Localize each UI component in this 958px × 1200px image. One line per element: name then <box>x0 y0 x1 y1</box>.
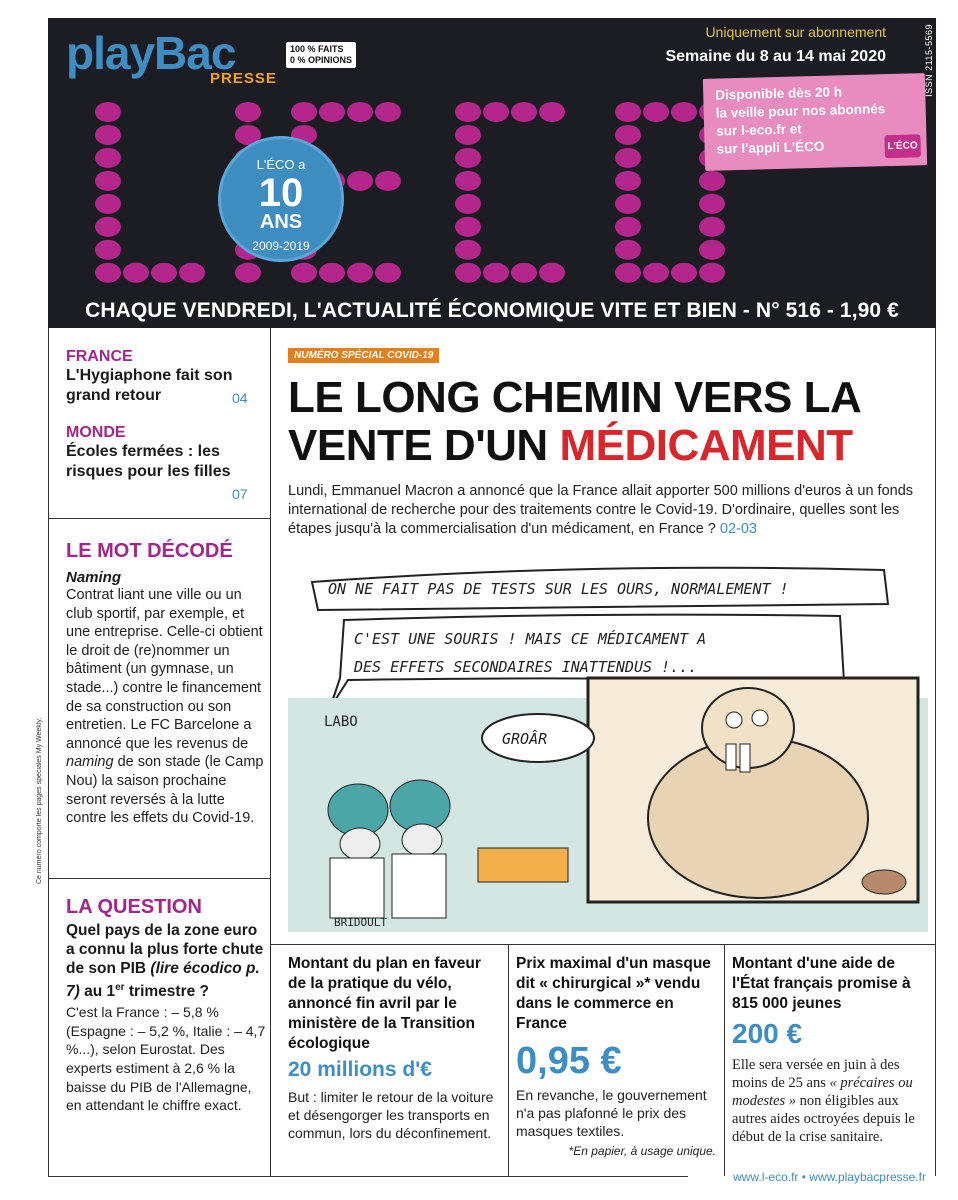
title-dot <box>347 263 373 283</box>
promo-line2: la veille pour nos abonnés <box>715 101 886 121</box>
title-dot <box>671 102 697 122</box>
faits-line1: 100 % FAITS <box>290 44 344 54</box>
cartoon-illustration <box>288 548 928 932</box>
stat-box-masque <box>516 944 716 1176</box>
title-dot <box>455 194 481 214</box>
title-dot <box>179 263 205 283</box>
title-dot <box>95 171 121 191</box>
title-dot <box>95 217 121 237</box>
divider <box>48 1176 688 1177</box>
page-ref[interactable]: 02-03 <box>719 521 757 537</box>
mot-term: Naming <box>66 569 122 586</box>
title-dot <box>95 102 121 122</box>
title-dot <box>319 263 345 283</box>
box-heading: Montant du plan en faveur de la pratique du vélo, annoncé fin avril par le ministère de la Transition écologique <box>288 955 481 1052</box>
title-dot <box>615 194 641 214</box>
issn: ISSN 2115-5569 <box>924 24 934 97</box>
box-heading: Montant d'une aide de l'État français promise à 815 000 jeunes <box>732 955 911 1012</box>
summary-item-france[interactable] <box>66 348 246 406</box>
question-answer: C'est la France : – 5,8 % (Espagne : – 5,2 %, Italie : – 4,7 %...), selon Eurostat. Des experts estiment à 2,6 % la baisse du PIB de l'Allemagne, en attendant le chiffre exact. <box>66 1004 266 1114</box>
brand-sub: PRESSE <box>210 70 277 87</box>
box-heading: Prix maximal d'un masque dit « chirurgical »* vendu dans le commerce en France <box>516 955 711 1032</box>
promo-line3: sur l-eco.fr et <box>716 121 802 139</box>
title-dot <box>699 194 725 214</box>
title-dot <box>95 194 121 214</box>
title-dot <box>483 102 509 122</box>
box-body: Elle sera versée en juin à des moins de 25 ans « précaires ou modestes » non éligibles aux autres aides octroyées depuis le début de la crise sanitaire. <box>732 1057 915 1145</box>
title-dot <box>455 102 481 122</box>
title-dot <box>615 148 641 168</box>
title-dot <box>511 263 537 283</box>
title-dot <box>671 263 697 283</box>
title-dot <box>539 263 565 283</box>
anniversary-unit: ANS <box>259 211 303 233</box>
title-dot <box>511 102 537 122</box>
tagline: CHAQUE VENDREDI, L'ACTUALITÉ ÉCONOMIQUE VITE ET BIEN - N° 516 - 1,90 € <box>85 299 899 322</box>
title-dot <box>699 171 725 191</box>
anniversary-badge <box>218 136 344 262</box>
title-dot <box>699 217 725 237</box>
title-dot <box>615 171 641 191</box>
title-dot <box>151 263 177 283</box>
app-icon: L'ÉCO <box>884 134 921 158</box>
lede: Lundi, Emmanuel Macron a annoncé que la France allait apporter 500 millions d'euros à un fonds international de recherche pour des traitements contre le Covid-19. D'ordinaire, quelles sont les étapes jusqu'à la commercialisation d'un médicament, en France ? 02-03 <box>288 483 914 537</box>
issue-week: Semaine du 8 au 14 mai 2020 <box>665 48 886 65</box>
kicker-badge: NUMÉRO SPÉCIAL COVID-19 <box>288 348 439 363</box>
sidenote: Ce numéro comporte les pages spéciales My Weekly. <box>36 718 43 885</box>
promo-sticker[interactable] <box>703 73 927 171</box>
artist-signature: BRIDOULT <box>334 916 387 929</box>
question-heading: LA QUESTION <box>66 896 202 918</box>
subscription-note: Uniquement sur abonnement <box>705 24 886 40</box>
title-dot <box>699 240 725 260</box>
word-decoded <box>66 540 266 828</box>
title-dot <box>235 263 261 283</box>
title-dot <box>615 102 641 122</box>
title-dot <box>483 263 509 283</box>
bubble-text-1: ON NE FAIT PAS DE TESTS SUR LES OURS, NORMALEMENT ! <box>328 580 789 598</box>
title-dot <box>455 125 481 145</box>
box-body: But : limiter le retour de la voiture et désengorger les transports en commun, lors du déconfinement. <box>288 1089 494 1141</box>
promo-line4: sur l'appli L'ÉCO <box>716 138 825 157</box>
title-dot <box>375 263 401 283</box>
anniversary-top: L'ÉCO a <box>256 157 306 172</box>
title-dot <box>455 148 481 168</box>
brand-logo[interactable]: playBac <box>66 27 236 79</box>
title-dot <box>291 102 317 122</box>
title-dot <box>615 263 641 283</box>
title-dot <box>375 102 401 122</box>
newspaper-page <box>36 18 936 1188</box>
title-dot <box>455 171 481 191</box>
title-dot <box>699 263 725 283</box>
title-dot <box>235 102 261 122</box>
title-dot <box>615 217 641 237</box>
section-label: MONDE <box>66 424 126 441</box>
stat-box-jeunes <box>732 944 930 1176</box>
column-divider <box>270 328 271 1176</box>
summary-title: Écoles fermées : les risques pour les filles <box>66 443 231 480</box>
title-dot <box>347 171 373 191</box>
lab-sign: LABO <box>324 714 358 730</box>
title-dot <box>291 263 317 283</box>
bubble-text-2b: DES EFFETS SECONDAIRES INATTENDUS !... <box>354 658 698 676</box>
page-ref[interactable]: 04 <box>232 390 248 406</box>
border-left <box>48 328 49 1176</box>
the-question <box>66 896 266 1115</box>
box-value: 20 millions d'€ <box>288 1058 432 1081</box>
title-dot <box>123 263 149 283</box>
title-dot <box>95 148 121 168</box>
mot-heading: LE MOT DÉCODÉ <box>66 540 233 562</box>
anniversary-number: 10 <box>258 171 304 215</box>
title-dot <box>95 125 121 145</box>
bubble-text-3: GROÂR <box>502 730 548 748</box>
summary-title: L'Hygiaphone fait son grand retour <box>66 367 233 404</box>
footer-links[interactable]: www.l-eco.fr • www.playbacpresse.fr <box>733 1170 926 1184</box>
faits-line2: 0 % OPINIONS <box>290 55 353 65</box>
title-dot <box>643 263 669 283</box>
title-dot <box>455 263 481 283</box>
summary-item-monde[interactable] <box>66 424 246 482</box>
stat-box-velo <box>288 944 498 1176</box>
title-dot <box>539 102 565 122</box>
question-text: Quel pays de la zone euro a connu la plus forte chute de son PIB (lire écodico p. 7) au 1er trimestre ? <box>66 922 264 1001</box>
title-dot <box>455 217 481 237</box>
title-dot <box>319 102 345 122</box>
section-label: FRANCE <box>66 348 133 365</box>
promo-line1: Disponible dès 20 h <box>715 84 843 103</box>
divider <box>724 944 725 1176</box>
main-headline[interactable]: LE LONG CHEMIN VERS LA VENTE D'UN MÉDICAMENT <box>288 373 860 470</box>
title-dot <box>455 240 481 260</box>
divider <box>48 878 270 879</box>
title-dot <box>375 171 401 191</box>
title-dot <box>95 263 121 283</box>
border-right <box>935 328 936 1176</box>
title-dot <box>643 102 669 122</box>
title-dot <box>95 240 121 260</box>
box-value: 0,95 € <box>516 1040 622 1082</box>
mot-body: Contrat liant une ville ou un club sportif, par exemple, et une entreprise. Celle-ci obtient le droit de (re)nommer un bâtiment (un gymnase, un stade...) contre le financement de sa construction ou son entretien. Le FC Barcelone a annoncé que les revenus de naming de son stade (le Camp Nou) la saison prochaine seront reversés à la lutte contre les effets du Covid-19. <box>66 587 264 827</box>
anniversary-years: 2009-2019 <box>252 239 310 253</box>
bubble-text-2a: C'EST UNE SOURIS ! MAIS CE MÉDICAMENT A <box>354 630 707 648</box>
page-ref[interactable]: 07 <box>232 486 248 502</box>
lab-bench <box>478 848 568 882</box>
title-dot <box>615 240 641 260</box>
title-dot <box>347 102 373 122</box>
box-note: *En papier, à usage unique. <box>568 1144 716 1158</box>
divider <box>48 518 270 519</box>
faits-badge <box>286 42 356 68</box>
title-dot <box>615 125 641 145</box>
masthead <box>48 18 936 328</box>
box-body: En revanche, le gouvernement n'a pas plafonné le prix des masques textiles. <box>516 1087 707 1139</box>
box-value: 200 € <box>732 1018 803 1049</box>
divider <box>508 944 509 1176</box>
